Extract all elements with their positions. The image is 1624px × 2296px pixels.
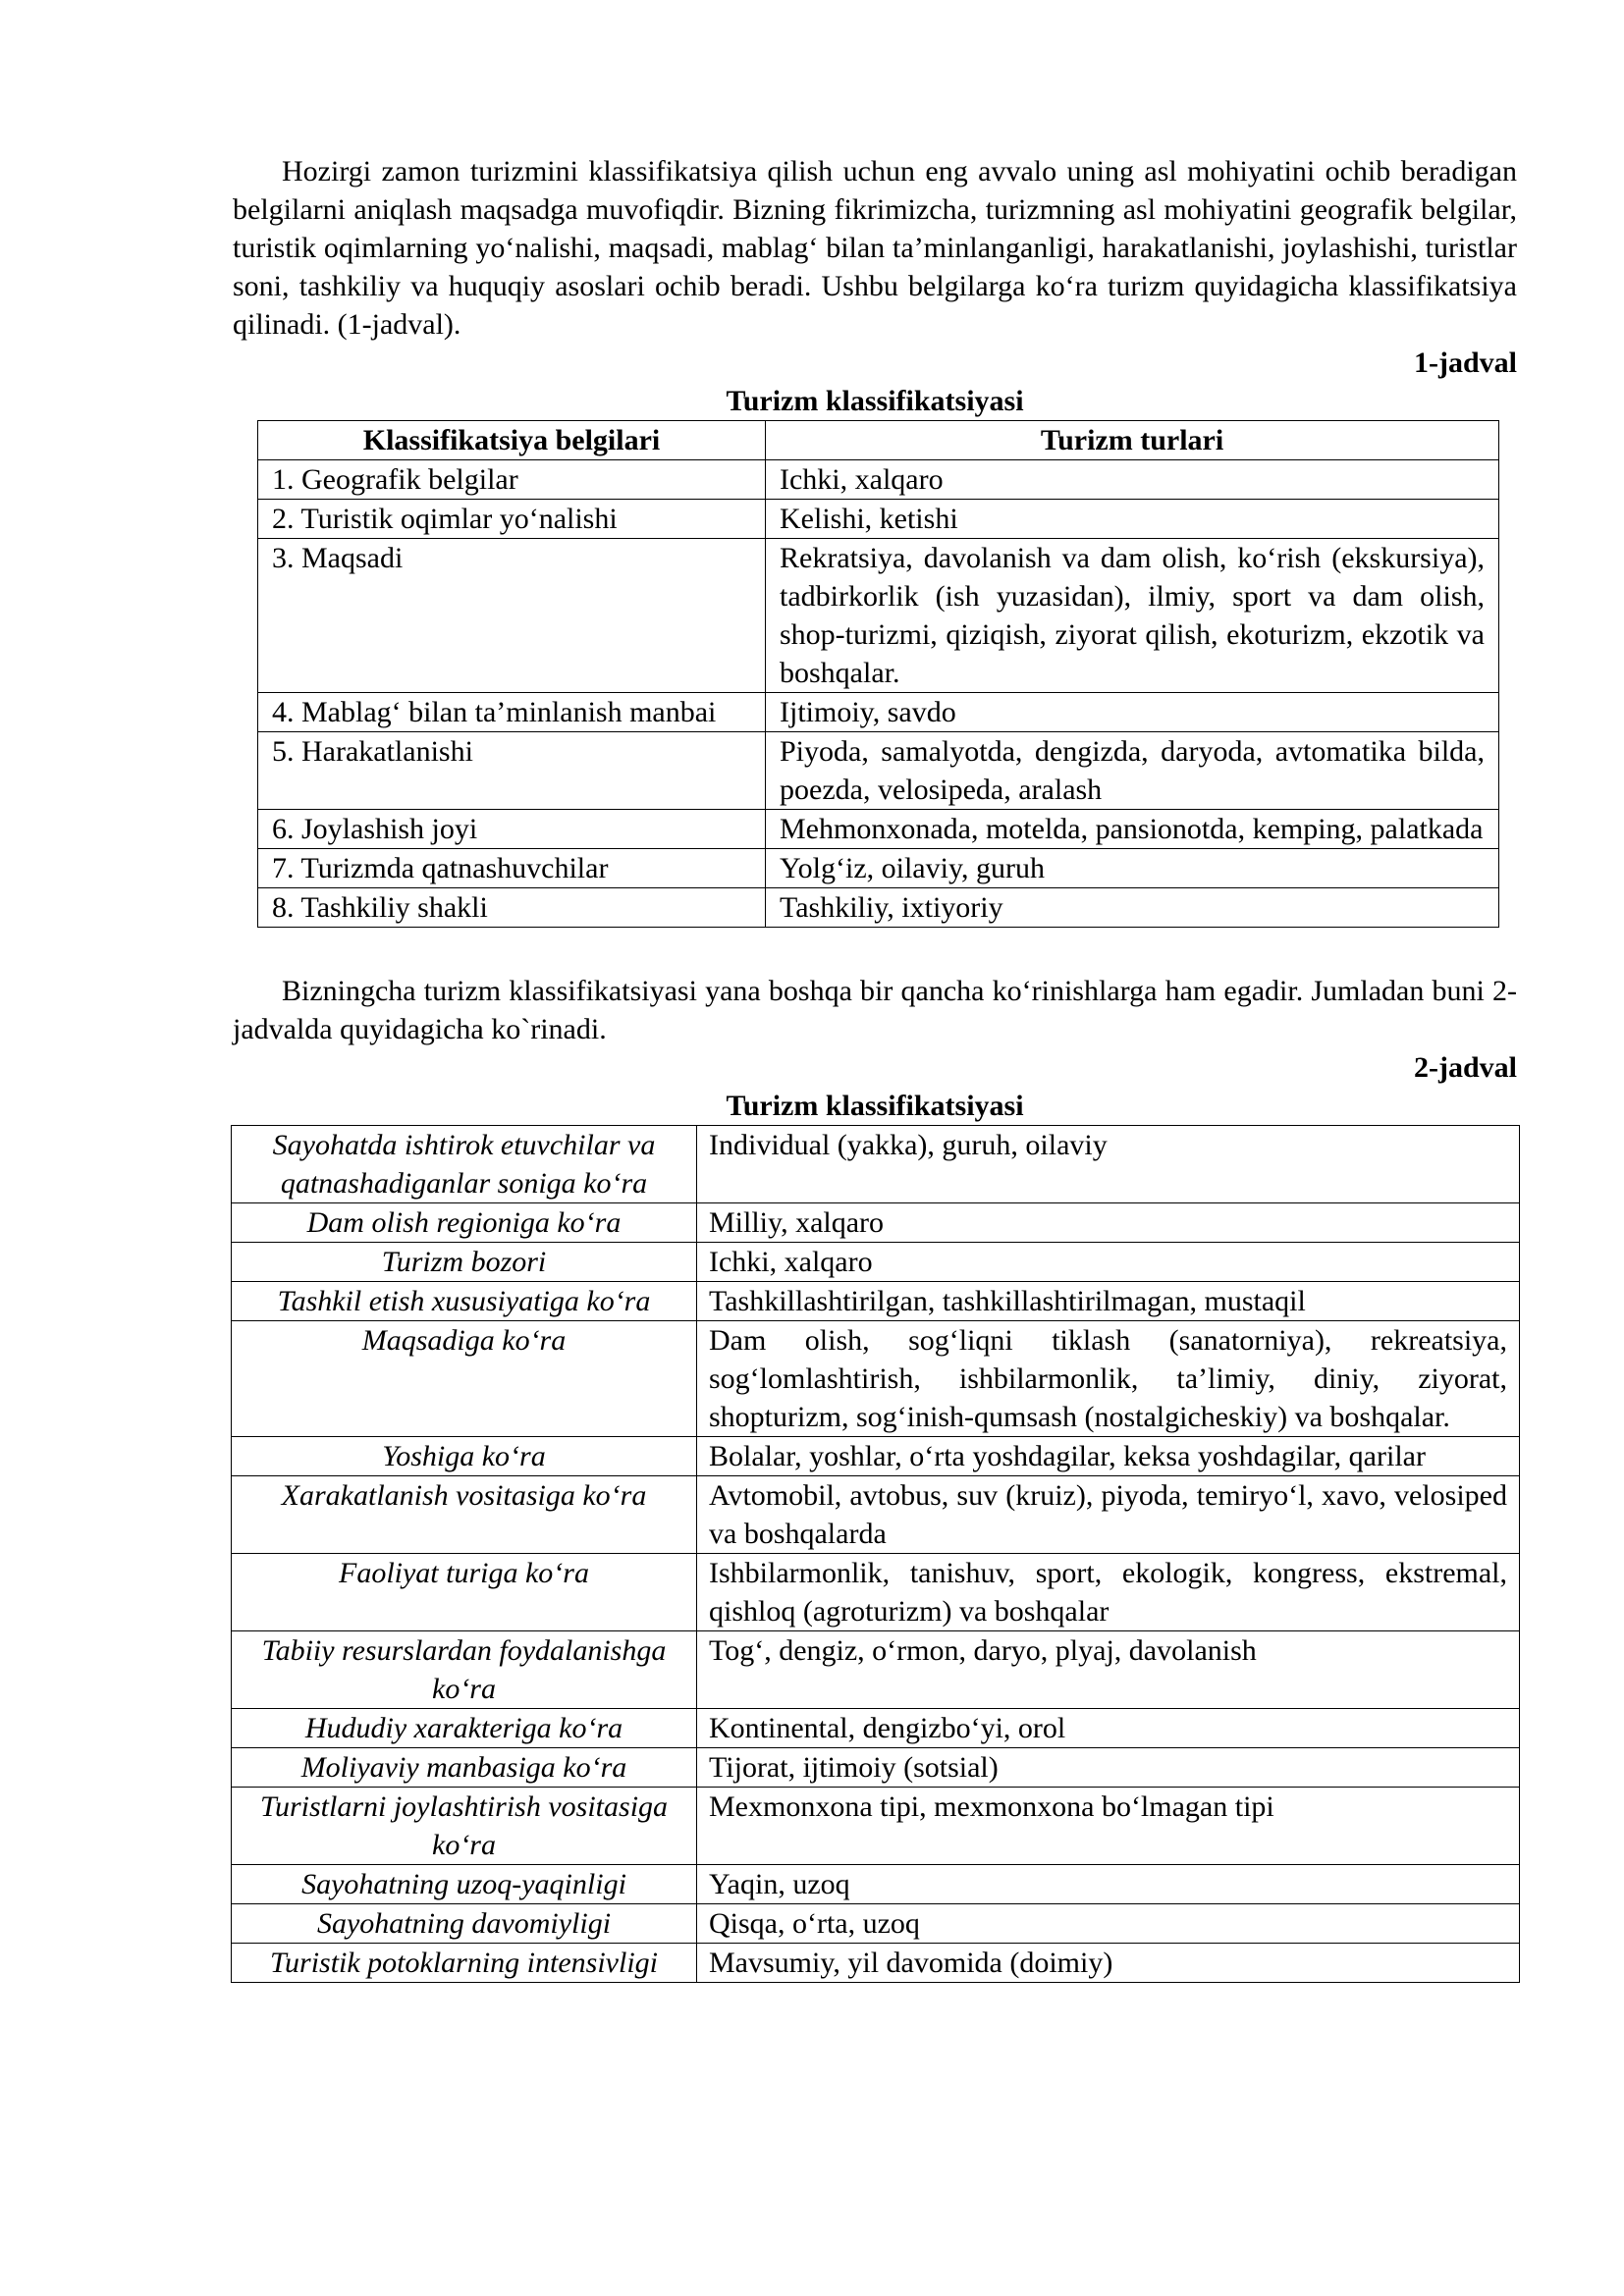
- table-row: [258, 500, 1499, 539]
- table-cell-category: Turistlarni joylashtirish vositasiga ko‘ra: [232, 1788, 697, 1865]
- table-cell-category: Hududiy xarakteriga ko‘ra: [232, 1709, 697, 1748]
- table-row: [258, 539, 1499, 693]
- table1-caption: Turizm klassifikatsiyasi: [726, 385, 1024, 417]
- table-cell-types: Qisqa, o‘rta, uzoq: [697, 1904, 1520, 1944]
- table-cell-category: Sayohatning uzoq-yaqinligi: [232, 1865, 697, 1904]
- table-cell-category: 3. Maqsadi: [258, 539, 766, 693]
- table-row: [232, 1904, 1520, 1944]
- table-cell-types: Bolalar, yoshlar, o‘rta yoshdagilar, keksa yoshdagilar, qarilar: [697, 1437, 1520, 1476]
- table-cell-category: Tabiiy resurslardan foydalanishga ko‘ra: [232, 1631, 697, 1709]
- table-row: [232, 1282, 1520, 1321]
- table-cell-types: Avtomobil, avtobus, suv (kruiz), piyoda, temiryo‘l, xavo, velosiped va boshqalarda: [697, 1476, 1520, 1554]
- table-cell-types: Dam olish, sog‘liqni tiklash (sanatorniya), rekreatsiya, sog‘lomlashtirish, ishbilarmonlik, ta’limiy, diniy, ziyorat, shopturizm, sog‘inish-qumsash (nostalgicheskiy) va boshqalar.: [697, 1321, 1520, 1437]
- table2: [231, 1125, 1520, 1983]
- table-row: [258, 849, 1499, 888]
- table-row: [258, 732, 1499, 810]
- table-cell-category: Sayohatning davomiyligi: [232, 1904, 697, 1944]
- table-cell-types: Mavsumiy, yil davomida (doimiy): [697, 1944, 1520, 1983]
- table-cell-types: Yolg‘iz, oilaviy, guruh: [766, 849, 1499, 888]
- table2-number: 2-jadval: [1414, 1051, 1517, 1084]
- table-row: [232, 1788, 1520, 1865]
- table-cell-category: Tashkil etish xususiyatiga ko‘ra: [232, 1282, 697, 1321]
- document-page: [233, 152, 1517, 1983]
- table-row: [232, 1554, 1520, 1631]
- table-cell-types: Tog‘, dengiz, o‘rmon, daryo, plyaj, davolanish: [697, 1631, 1520, 1709]
- table-cell-types: Ichki, xalqaro: [697, 1243, 1520, 1282]
- table-cell-types: Mexmonxona tipi, mexmonxona bo‘lmagan tipi: [697, 1788, 1520, 1865]
- spacer: [233, 928, 1517, 972]
- table-cell-types: Kelishi, ketishi: [766, 500, 1499, 539]
- table-row: [232, 1321, 1520, 1437]
- table-cell-types: Tashkillashtirilgan, tashkillashtirilmagan, mustaqil: [697, 1282, 1520, 1321]
- table1-header-row: [258, 421, 1499, 460]
- table-cell-category: Sayohatda ishtirok etuvchilar va qatnashadiganlar soniga ko‘ra: [232, 1126, 697, 1203]
- table-row: [258, 810, 1499, 849]
- table-cell-category: Moliyaviy manbasiga ko‘ra: [232, 1748, 697, 1788]
- table-cell-types: Yaqin, uzoq: [697, 1865, 1520, 1904]
- table-cell-category: Turizm bozori: [232, 1243, 697, 1282]
- table-cell-category: Turistik potoklarning intensivligi: [232, 1944, 697, 1983]
- table-row: [258, 693, 1499, 732]
- table-cell-category: 8. Tashkiliy shakli: [258, 888, 766, 928]
- table-cell-category: 4. Mablag‘ bilan ta’minlanish manbai: [258, 693, 766, 732]
- table1-number: 1-jadval: [1414, 347, 1517, 379]
- table-cell-types: Mehmonxonada, motelda, pansionotda, kemping, palatkada: [766, 810, 1499, 849]
- table-cell-types: Individual (yakka), guruh, oilaviy: [697, 1126, 1520, 1203]
- table-cell-types: Milliy, xalqaro: [697, 1203, 1520, 1243]
- table-cell-category: Faoliyat turiga ko‘ra: [232, 1554, 697, 1631]
- table-row: [232, 1476, 1520, 1554]
- table-cell-types: Tashkiliy, ixtiyoriy: [766, 888, 1499, 928]
- table-cell-types: Tijorat, ijtimoiy (sotsial): [697, 1748, 1520, 1788]
- table-row: [232, 1748, 1520, 1788]
- table-cell-category: 6. Joylashish joyi: [258, 810, 766, 849]
- table-cell-category: Xarakatlanish vositasiga ko‘ra: [232, 1476, 697, 1554]
- intro-paragraph: Hozirgi zamon turizmini klassifikatsiya qilish uchun eng avvalo uning asl mohiyatini ochib beradigan belgilarni aniqlash maqsadga muvofiqdir. Bizning fikrimizcha, turizmning asl mohiyatini geografik belgilar, turistik oqimlarning yo‘nalishi, maqsadi, mablag‘ bilan ta’minlanganligi, harakatlanishi, joylashishi, turistlar soni, tashkiliy va huquqiy asoslari ochib beradi. Ushbu belgilarga ko‘ra turizm quyidagicha klassifikatsiya qilinadi. (1-jadval).: [233, 155, 1517, 341]
- table-row: [232, 1865, 1520, 1904]
- table-cell-types: Kontinental, dengizbo‘yi, orol: [697, 1709, 1520, 1748]
- table-row: [258, 460, 1499, 500]
- middle-paragraph: Bizningcha turizm klassifikatsiyasi yana boshqa bir qancha ko‘rinishlarga ham egadir. Jumladan buni 2-jadvalda quyidagicha ko`rinadi.: [233, 975, 1517, 1045]
- table2-body: [232, 1126, 1520, 1983]
- table-row: [232, 1203, 1520, 1243]
- table-cell-category: 5. Harakatlanishi: [258, 732, 766, 810]
- table2-caption: Turizm klassifikatsiyasi: [726, 1090, 1024, 1122]
- table-cell-types: Piyoda, samalyotda, dengizda, daryoda, avtomatika bilda, poezda, velosipeda, aralash: [766, 732, 1499, 810]
- table-cell-types: Ishbilarmonlik, tanishuv, sport, ekologik, kongress, ekstremal, qishloq (agroturizm) va boshqalar: [697, 1554, 1520, 1631]
- table1-body: [258, 460, 1499, 928]
- table-cell-category: Maqsadiga ko‘ra: [232, 1321, 697, 1437]
- table-cell-category: 7. Turizmda qatnashuvchilar: [258, 849, 766, 888]
- table-cell-category: 2. Turistik oqimlar yo‘nalishi: [258, 500, 766, 539]
- table-cell-types: Ichki, xalqaro: [766, 460, 1499, 500]
- table-row: [232, 1437, 1520, 1476]
- table1-header-col1: Klassifikatsiya belgilari: [258, 421, 766, 460]
- table-row: [232, 1126, 1520, 1203]
- table-row: [232, 1631, 1520, 1709]
- table-cell-category: Dam olish regioniga ko‘ra: [232, 1203, 697, 1243]
- table-row: [232, 1944, 1520, 1983]
- table-cell-types: Rekratsiya, davolanish va dam olish, ko‘rish (ekskursiya), tadbirkorlik (ish yuzasidan), ilmiy, sport va dam olish, shop-turizmi, qiziqish, ziyorat qilish, ekoturizm, ekzotik va boshqalar.: [766, 539, 1499, 693]
- table-cell-types: Ijtimoiy, savdo: [766, 693, 1499, 732]
- table1-header-col2: Turizm turlari: [766, 421, 1499, 460]
- table-row: [258, 888, 1499, 928]
- table-row: [232, 1709, 1520, 1748]
- table-row: [232, 1243, 1520, 1282]
- table1: [257, 420, 1499, 928]
- table-cell-category: 1. Geografik belgilar: [258, 460, 766, 500]
- table-cell-category: Yoshiga ko‘ra: [232, 1437, 697, 1476]
